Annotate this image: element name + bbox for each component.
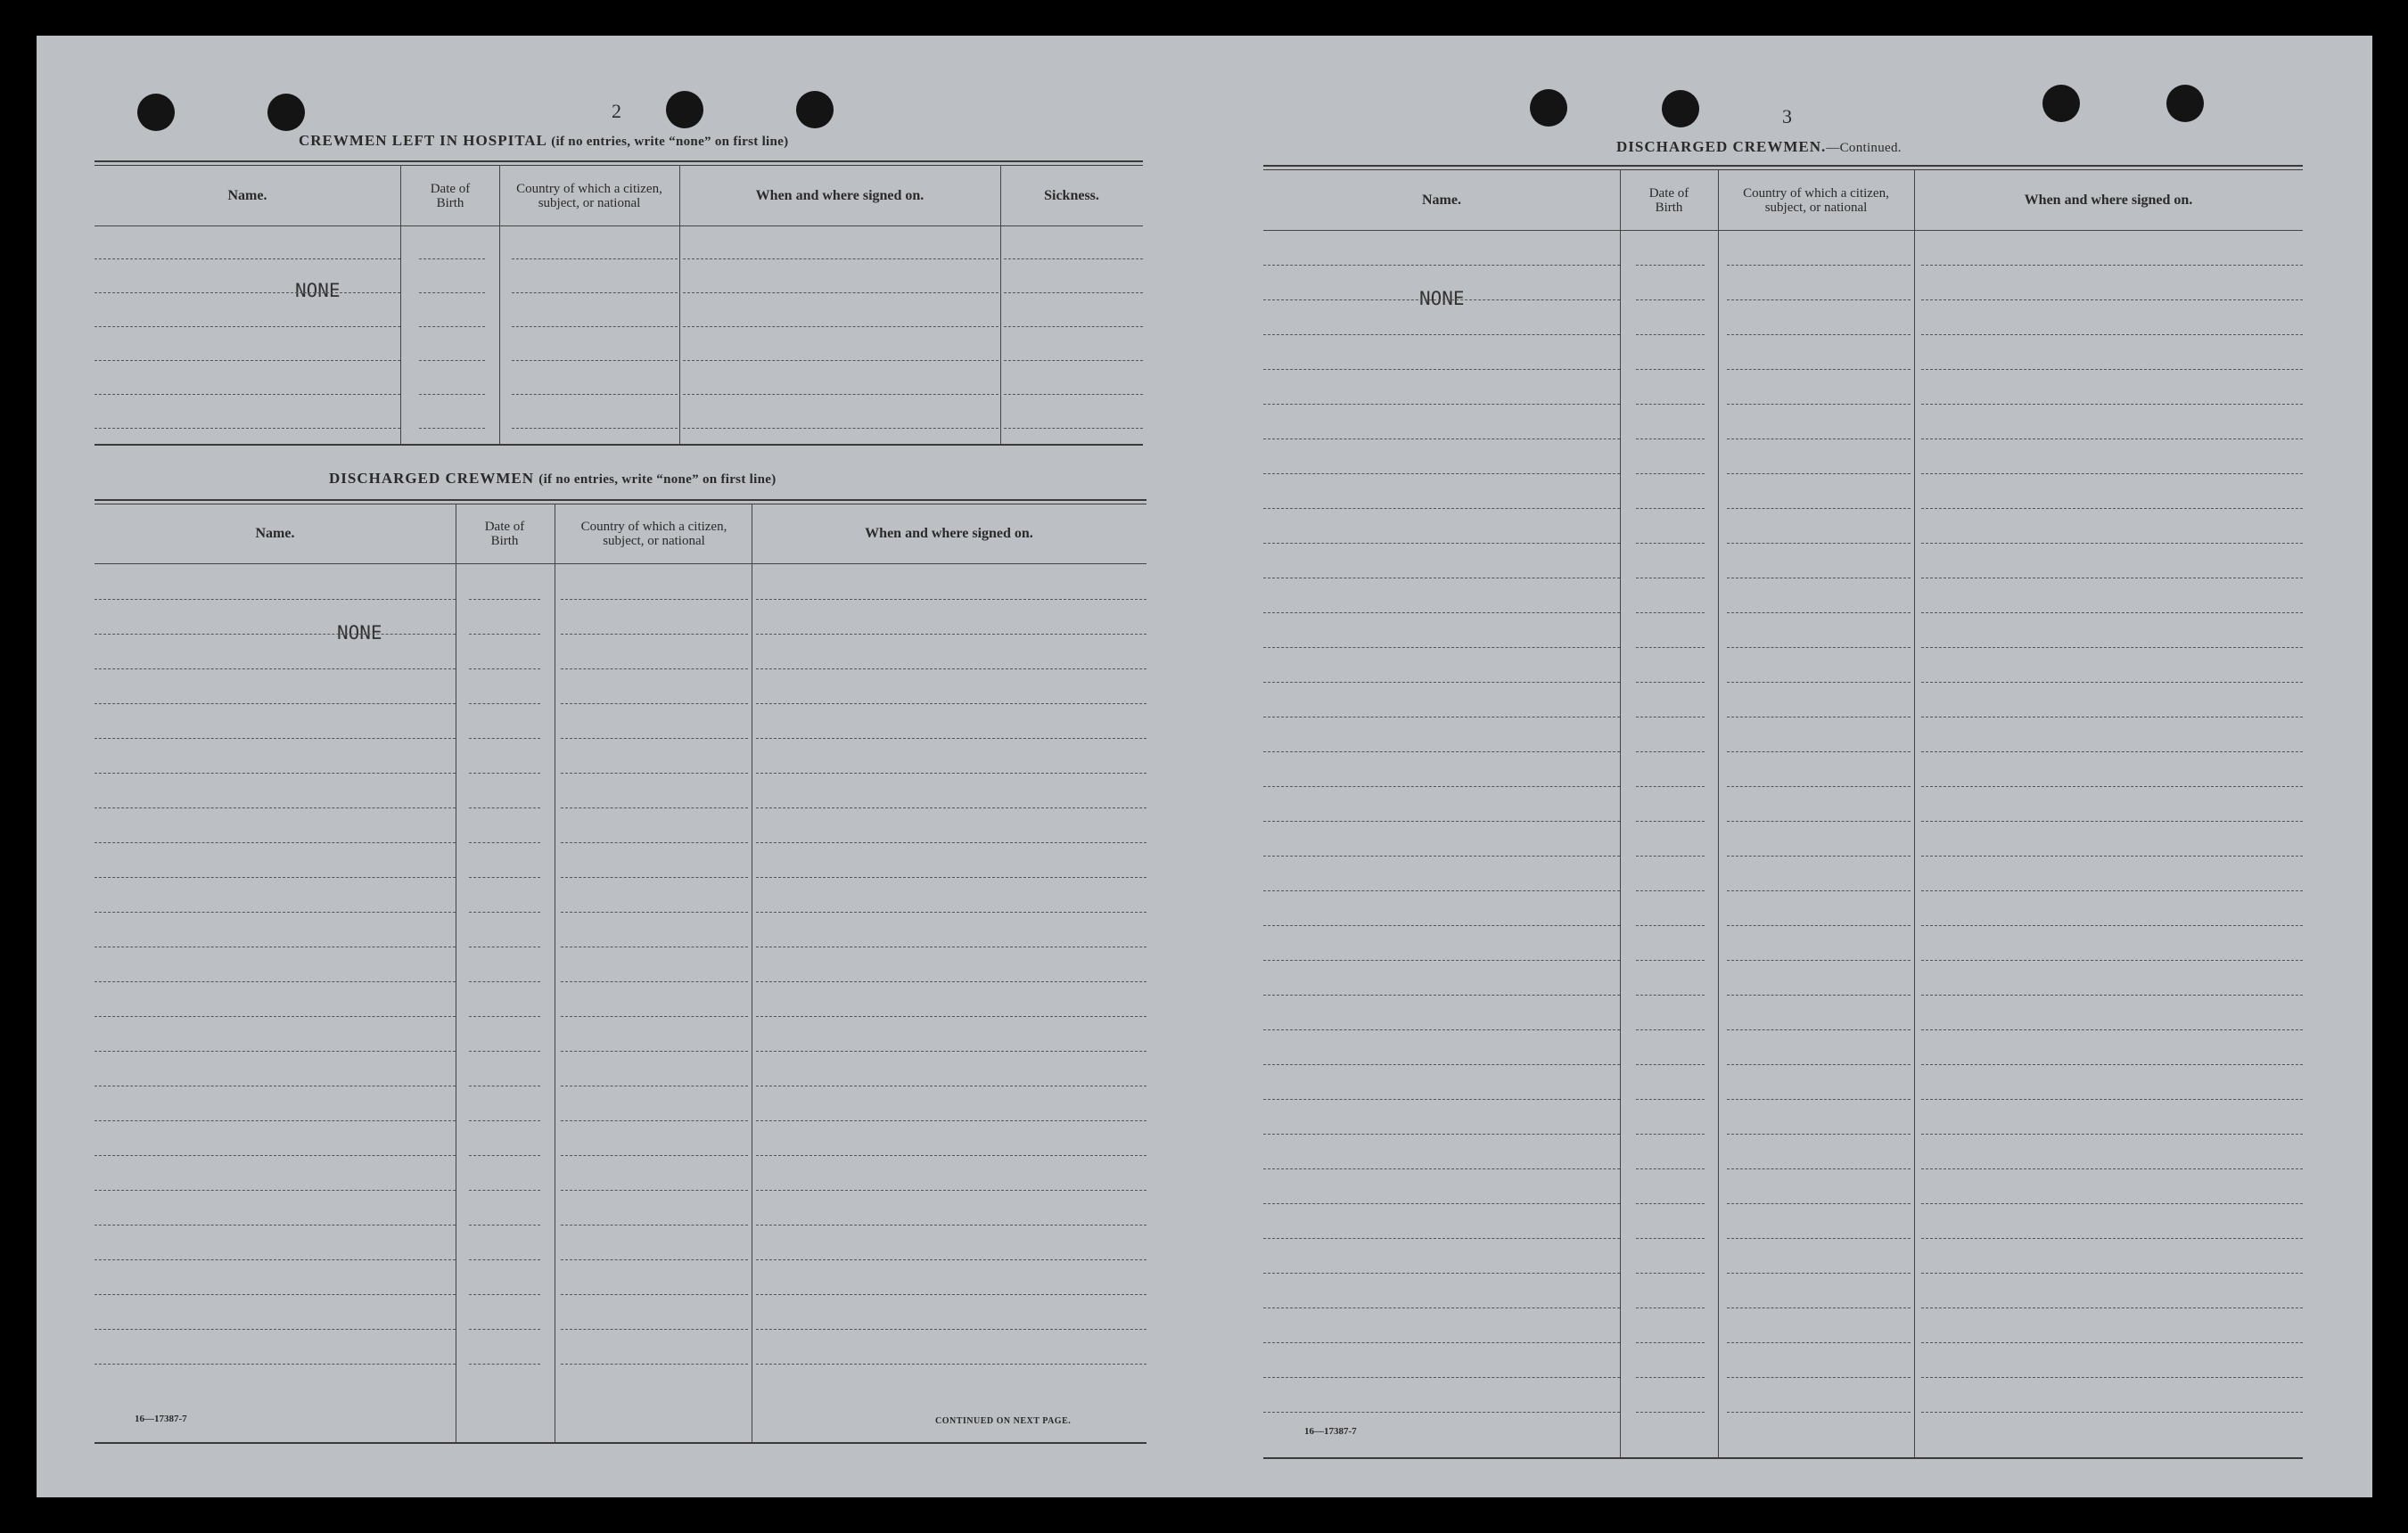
ruled-line (95, 634, 456, 635)
ruled-line (95, 1364, 456, 1365)
ruled-line (561, 1120, 748, 1121)
ruled-line (756, 1329, 1146, 1330)
ruled-line (95, 981, 456, 982)
column-header-country: Country of which a citizen, subject, or national (516, 181, 662, 210)
ruled-line (1727, 960, 1911, 961)
ruled-line (1263, 1134, 1620, 1135)
ruled-line (419, 428, 485, 429)
ruled-line (95, 360, 400, 361)
ruled-line (1727, 995, 1911, 996)
ruled-line (469, 1155, 540, 1156)
ruled-line (1636, 334, 1705, 335)
discharged-table-right (1263, 165, 2303, 1462)
ruled-line (1263, 925, 1620, 926)
ruled-line (1263, 890, 1620, 891)
ruled-line (512, 394, 678, 395)
ruled-line (1636, 995, 1705, 996)
ruled-line (683, 258, 999, 259)
ruled-line (756, 1364, 1146, 1365)
column-header-signed-on: When and where signed on. (755, 187, 925, 203)
ruled-line (1263, 647, 1620, 648)
ruled-line (1636, 856, 1705, 857)
ruled-line (95, 668, 456, 669)
ruled-line (95, 1329, 456, 1330)
ruled-line (1263, 682, 1620, 683)
column-header-sickness: Sickness. (1044, 187, 1099, 203)
ruled-line (561, 842, 748, 843)
ruled-line (1636, 404, 1705, 405)
discharged-table-left (95, 499, 1146, 1447)
ruled-line (1263, 265, 1620, 266)
ruled-line (95, 258, 400, 259)
ruled-line (1263, 856, 1620, 857)
ruled-line (561, 912, 748, 913)
ruled-line (1727, 751, 1911, 752)
ruled-line (469, 1259, 540, 1260)
ruled-line (1636, 925, 1705, 926)
ruled-line (1921, 682, 2303, 683)
ruled-line (756, 842, 1146, 843)
ruled-line (561, 1259, 748, 1260)
ruled-line (469, 738, 540, 739)
ruled-line (1921, 543, 2303, 544)
ruled-line (1004, 360, 1143, 361)
ruled-line (756, 599, 1146, 600)
ruled-line (1727, 1168, 1911, 1169)
ruled-line (1727, 1099, 1911, 1100)
ruled-line (1921, 369, 2303, 370)
ruled-line (1921, 1168, 2303, 1169)
ruled-line (1636, 1412, 1705, 1413)
ruled-line (756, 1259, 1146, 1260)
ruled-line (683, 292, 999, 293)
ruled-line (1921, 1029, 2303, 1030)
ruled-line (95, 1051, 456, 1052)
ruled-line (95, 394, 400, 395)
ruled-line (561, 599, 748, 600)
ruled-line (1263, 1273, 1620, 1274)
ruled-line (1636, 508, 1705, 509)
ruled-line (469, 634, 540, 635)
ruled-line (95, 842, 456, 843)
ruled-line (1263, 786, 1620, 787)
ruled-line (683, 360, 999, 361)
ruled-line (469, 842, 540, 843)
ruled-line (95, 1016, 456, 1017)
ruled-line (1636, 543, 1705, 544)
ruled-line (1636, 1134, 1705, 1135)
ruled-line (1636, 1377, 1705, 1378)
page-number: 3 (1782, 105, 1792, 127)
ruled-line (756, 1225, 1146, 1226)
page-number: 2 (612, 100, 621, 122)
ruled-line (756, 773, 1146, 774)
ruled-line (1921, 334, 2303, 335)
ruled-line (469, 773, 540, 774)
ruled-line (1921, 1134, 2303, 1135)
ruled-line (1921, 299, 2303, 300)
ruled-line (756, 1016, 1146, 1017)
ruled-line (1004, 292, 1143, 293)
ruled-line (95, 326, 400, 327)
ruled-line (95, 703, 456, 704)
ruled-line (1636, 369, 1705, 370)
ruled-line (469, 1225, 540, 1226)
column-header-date-of-birth: Date of Birth (1648, 185, 1689, 215)
column-header-date-of-birth: Date of Birth (430, 181, 471, 210)
column-header-name: Name. (227, 187, 267, 203)
ruled-line (1921, 508, 2303, 509)
ruled-line (419, 292, 485, 293)
ruled-line (469, 1364, 540, 1365)
ruled-line (1263, 334, 1620, 335)
ruled-line (1636, 473, 1705, 474)
ruled-line (1263, 1203, 1620, 1204)
ruled-line (95, 1225, 456, 1226)
column-header-signed-on: When and where signed on. (2024, 192, 2193, 208)
ruled-line (95, 738, 456, 739)
ruled-line (95, 1259, 456, 1260)
ruled-line (1921, 786, 2303, 787)
ruled-line (1263, 1168, 1620, 1169)
ruled-line (1004, 394, 1143, 395)
ruled-line (469, 703, 540, 704)
ruled-line (1727, 682, 1911, 683)
ruled-line (1727, 890, 1911, 891)
ruled-line (469, 877, 540, 878)
ruled-line (1263, 299, 1620, 300)
ruled-line (95, 1294, 456, 1295)
ruled-line (1727, 543, 1911, 544)
hospital-table (95, 160, 1143, 447)
ruled-line (1921, 856, 2303, 857)
ruled-line (1921, 404, 2303, 405)
ruled-line (1636, 612, 1705, 613)
ruled-line (561, 1016, 748, 1017)
discharged-entry-name: NONE (337, 622, 382, 644)
ruled-line (756, 1051, 1146, 1052)
ruled-line (1263, 543, 1620, 544)
ruled-line (756, 668, 1146, 669)
ruled-line (756, 738, 1146, 739)
ruled-line (1263, 1238, 1620, 1239)
ruled-line (469, 1016, 540, 1017)
ruled-line (1921, 1203, 2303, 1204)
ruled-line (561, 738, 748, 739)
ruled-line (1921, 265, 2303, 266)
ruled-line (419, 360, 485, 361)
ruled-line (1636, 265, 1705, 266)
ruled-line (469, 1051, 540, 1052)
ruled-line (1727, 1342, 1911, 1343)
ruled-line (1921, 821, 2303, 822)
ruled-line (1263, 1064, 1620, 1065)
ruled-line (1727, 404, 1911, 405)
ruled-line (512, 258, 678, 259)
ruled-line (1636, 1342, 1705, 1343)
ruled-line (1727, 1064, 1911, 1065)
ruled-line (1727, 334, 1911, 335)
ruled-line (1727, 369, 1911, 370)
ruled-line (1921, 890, 2303, 891)
ruled-line (756, 1155, 1146, 1156)
ruled-line (1727, 1134, 1911, 1135)
ruled-line (512, 428, 678, 429)
column-header-signed-on: When and where signed on. (865, 526, 1033, 541)
ruled-line (469, 599, 540, 600)
ruled-line (756, 912, 1146, 913)
ruled-line (1727, 647, 1911, 648)
form-number: 16—17387-7 (135, 1414, 187, 1424)
ruled-line (1263, 369, 1620, 370)
form-number: 16—17387-7 (1304, 1426, 1357, 1437)
ruled-line (561, 634, 748, 635)
ruled-line (1263, 1342, 1620, 1343)
ruled-line (469, 1329, 540, 1330)
ruled-line (1263, 995, 1620, 996)
ruled-line (95, 877, 456, 878)
ruled-line (756, 1190, 1146, 1191)
ruled-line (1727, 925, 1911, 926)
ruled-line (683, 394, 999, 395)
ruled-line (1727, 508, 1911, 509)
ruled-line (1727, 612, 1911, 613)
ruled-line (756, 981, 1146, 982)
ruled-line (95, 428, 400, 429)
ruled-line (1636, 682, 1705, 683)
ruled-line (1727, 1029, 1911, 1030)
ruled-line (1727, 1238, 1911, 1239)
ruled-line (756, 1294, 1146, 1295)
ruled-line (1921, 925, 2303, 926)
ruled-line (1921, 1238, 2303, 1239)
ruled-line (469, 1120, 540, 1121)
ruled-line (1921, 995, 2303, 996)
ruled-line (561, 981, 748, 982)
ruled-line (561, 773, 748, 774)
ruled-line (469, 1294, 540, 1295)
ruled-line (1636, 1203, 1705, 1204)
ruled-line (1636, 821, 1705, 822)
ruled-line (561, 877, 748, 878)
continued-note: CONTINUED ON NEXT PAGE. (935, 1416, 1072, 1426)
ruled-line (756, 634, 1146, 635)
ruled-line (95, 1190, 456, 1191)
discharged-continued-title: DISCHARGED CREWMEN.—Continued. (1616, 138, 1902, 155)
ruled-line (1636, 1099, 1705, 1100)
ruled-line (756, 1120, 1146, 1121)
ruled-line (1727, 1412, 1911, 1413)
ruled-line (1727, 299, 1911, 300)
ruled-line (95, 599, 456, 600)
ruled-line (469, 912, 540, 913)
ruled-line (1921, 1273, 2303, 1274)
ruled-line (1921, 473, 2303, 474)
ruled-line (1263, 751, 1620, 752)
ruled-line (1636, 786, 1705, 787)
ruled-line (1727, 1273, 1911, 1274)
ruled-line (512, 326, 678, 327)
ruled-line (95, 1155, 456, 1156)
ruled-line (561, 1190, 748, 1191)
left-page (37, 36, 1204, 1497)
ruled-line (95, 292, 400, 293)
ruled-line (1636, 751, 1705, 752)
column-header-country: Country of which a citizen, subject, or national (580, 520, 727, 548)
ruled-line (683, 326, 999, 327)
ruled-line (1921, 960, 2303, 961)
ruled-line (756, 807, 1146, 808)
ruled-line (419, 258, 485, 259)
ruled-line (561, 1294, 748, 1295)
ruled-line (1921, 1377, 2303, 1378)
ruled-line (1727, 786, 1911, 787)
ruled-line (1636, 1168, 1705, 1169)
column-header-name: Name. (255, 526, 295, 541)
ruled-line (1921, 1342, 2303, 1343)
ruled-line (1636, 647, 1705, 648)
ruled-line (1921, 647, 2303, 648)
ruled-line (1921, 1064, 2303, 1065)
ruled-line (561, 668, 748, 669)
ruled-line (561, 1364, 748, 1365)
ruled-line (469, 807, 540, 808)
ruled-line (1636, 1238, 1705, 1239)
ruled-line (95, 912, 456, 913)
ruled-line (561, 1225, 748, 1226)
discharged-entry-name: NONE (1419, 288, 1465, 309)
ruled-line (1636, 960, 1705, 961)
ruled-line (1921, 612, 2303, 613)
ruled-line (95, 807, 456, 808)
ruled-line (1263, 1099, 1620, 1100)
ruled-line (1263, 821, 1620, 822)
ruled-line (1263, 960, 1620, 961)
ruled-line (1263, 612, 1620, 613)
ruled-line (512, 360, 678, 361)
ruled-line (561, 703, 748, 704)
ruled-line (561, 807, 748, 808)
ruled-line (1727, 1203, 1911, 1204)
ruled-line (1004, 258, 1143, 259)
ruled-line (469, 981, 540, 982)
ruled-line (1727, 473, 1911, 474)
column-header-date-of-birth: Date of Birth (484, 520, 525, 548)
ruled-line (1636, 890, 1705, 891)
ruled-line (1727, 856, 1911, 857)
ruled-line (756, 877, 1146, 878)
ruled-line (1636, 1064, 1705, 1065)
ruled-line (469, 1190, 540, 1191)
ruled-line (95, 1120, 456, 1121)
ruled-line (469, 668, 540, 669)
ruled-line (1004, 326, 1143, 327)
ruled-line (683, 428, 999, 429)
ruled-line (756, 703, 1146, 704)
ruled-line (1263, 404, 1620, 405)
ruled-line (561, 1155, 748, 1156)
ruled-line (419, 326, 485, 327)
ruled-line (1263, 473, 1620, 474)
hospital-entry-name: NONE (295, 280, 341, 301)
ruled-line (1636, 299, 1705, 300)
column-header-country: Country of which a citizen, subject, or national (1743, 185, 1889, 215)
ruled-line (419, 394, 485, 395)
ruled-line (1263, 1377, 1620, 1378)
hospital-section-title: CREWMEN LEFT IN HOSPITAL (if no entries, write “none” on first line) (299, 132, 789, 149)
ruled-line (1636, 1029, 1705, 1030)
right-page (1204, 36, 2372, 1497)
ruled-line (1921, 1099, 2303, 1100)
ruled-line (1727, 265, 1911, 266)
ruled-line (1263, 508, 1620, 509)
document-sheet (37, 36, 2372, 1497)
column-header-name: Name. (1422, 192, 1461, 208)
ruled-line (95, 773, 456, 774)
ruled-line (1636, 1273, 1705, 1274)
ruled-line (561, 1329, 748, 1330)
ruled-line (1727, 1377, 1911, 1378)
ruled-line (1263, 1029, 1620, 1030)
ruled-line (1727, 821, 1911, 822)
ruled-line (1921, 1412, 2303, 1413)
ruled-line (512, 292, 678, 293)
ruled-line (1263, 1412, 1620, 1413)
ruled-line (1921, 751, 2303, 752)
ruled-line (1004, 428, 1143, 429)
ruled-line (561, 1051, 748, 1052)
discharged-section-title: DISCHARGED CREWMEN (if no entries, write “none” on first line) (329, 470, 777, 487)
